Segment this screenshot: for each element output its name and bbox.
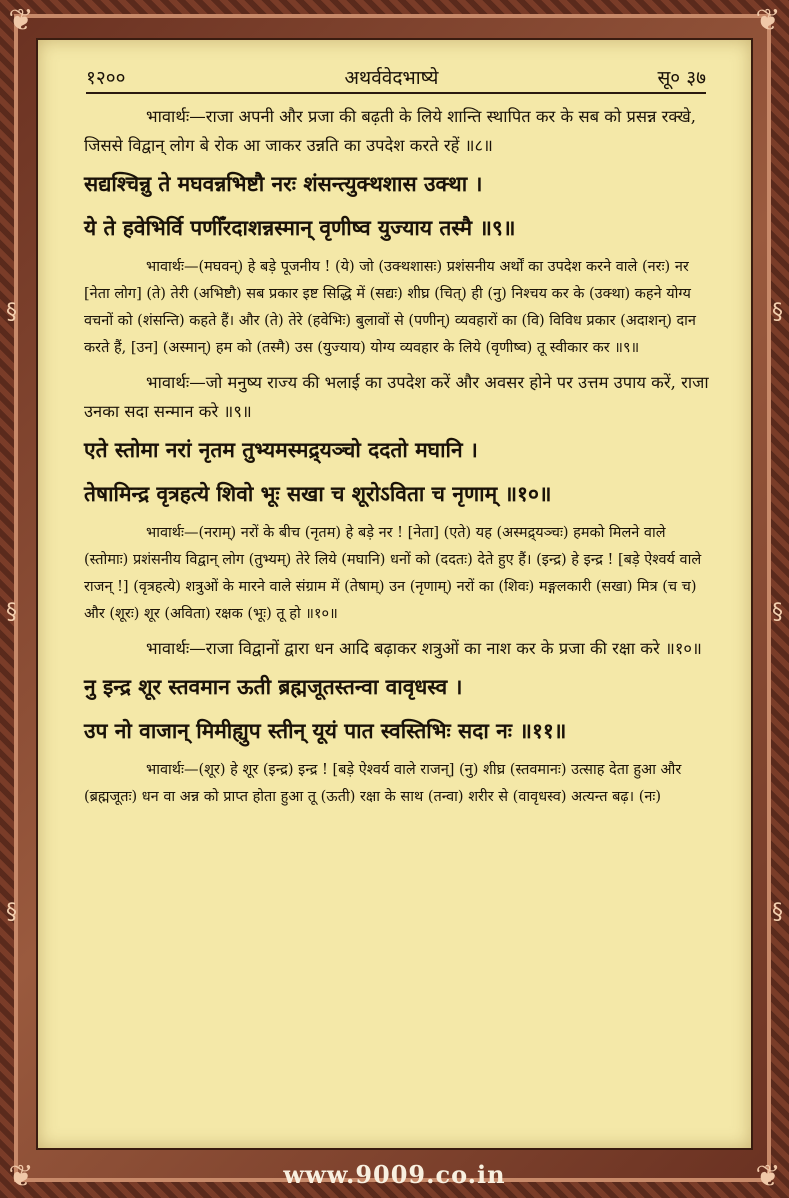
page-paper: [36, 38, 753, 1150]
mantra-line: तेषामिन्द्र वृत्रहत्ये शिवो भूः सखा च शूरोऽविता च नृणाम् ॥१०॥: [84, 481, 552, 506]
side-ornament-icon: §: [6, 300, 17, 325]
corner-ornament-icon: ❦: [755, 3, 781, 38]
commentary-paragraph: भावार्थः—जो मनुष्य राज्य की भलाई का उपदेश करें और अवसर होने पर उत्तम उपाय करें, राजा उनका सदा सन्मान करे ॥९॥: [84, 373, 709, 421]
corner-ornament-icon: ❦: [8, 3, 34, 38]
side-ornament-icon: §: [6, 900, 17, 925]
commentary-paragraph: भावार्थः—(शूर) हे शूर (इन्द्र) इन्द्र ! [बड़े ऐश्वर्य वाले राजन्] (नु) शीघ्र (स्तवमानः) उत्साह देता हुआ और (ब्रह्मजूतः) धन वा अन्न को प्राप्त होता हुआ तू (ऊती) रक्षा के साथ (तन्वा) शरीर से (वावृधस्व) अत्यन्त बढ़। (नः): [84, 762, 682, 805]
mantra-line: ये ते हवेभिर्वि पणीँरदाशन्नस्मान् वृणीष्व युज्याय तस्मै ॥९॥: [84, 215, 516, 240]
corner-ornament-icon: ❦: [8, 1159, 34, 1194]
mantra-line: नु इन्द्र शूर स्तवमान ऊती ब्रह्मजूतस्तन्वा वावृधस्व ।: [84, 674, 463, 699]
book-title: अथर्ववेदभाष्ये: [344, 67, 439, 89]
page-header: [86, 62, 706, 94]
side-ornament-icon: §: [772, 300, 783, 325]
mantra-line: उप नो वाजान् मिमीह्युप स्तीन् यूयं पात स्वस्तिभिः सदा नः ॥११॥: [84, 718, 567, 743]
commentary-paragraph: भावार्थः—राजा अपनी और प्रजा की बढ़ती के लिये शान्ति स्थापित कर के सब को प्रसन्न रक्खे, जिससे विद्वान् लोग बे रोक आ जाकर उन्नति का उपदेश करते रहें ॥८॥: [84, 107, 697, 155]
sukta-number: सू० ३७: [657, 67, 706, 89]
side-ornament-icon: §: [6, 600, 17, 625]
commentary-paragraph: भावार्थः—राजा विद्वानों द्वारा धन आदि बढ़ाकर शत्रुओं का नाश कर के प्रजा की रक्षा करे ॥१०॥: [146, 639, 702, 658]
page-number: १२००: [86, 67, 126, 89]
corner-ornament-icon: ❦: [755, 1159, 781, 1194]
side-ornament-icon: §: [772, 600, 783, 625]
website-footer: www.9009.co.in: [283, 1160, 506, 1189]
mantra-line: सद्यश्चिन्नु ते मघवन्नभिष्टौ नरः शंसन्त्युक्थशास उक्था ।: [84, 171, 483, 196]
mantra-line: एते स्तोमा नरां नृतम तुभ्यमस्मद्र्यञ्चो ददतो मघानि ।: [84, 437, 478, 462]
commentary-paragraph: भावार्थः—(मघवन्) हे बड़े पूजनीय ! (ये) जो (उक्थशासः) प्रशंसनीय अर्थों का उपदेश करने वाले (नरः) नर [नेता लोग] (ते) तेरी (अभिष्टौ) सब प्रकार इष्ट सिद्धि में (सद्यः) शीघ्र (चित्) ही (नु) निश्चय कर के (उक्था) कहने योग्य वचनों को (शंसन्ति) कहते हैं। और (ते) तेरे (हवेभिः) बुलावों से (पणीन्) व्यवहारों का (वि) विविध प्रकार (अदाशन्) दान करते हैं, [उन] (अस्मान्) हम को (तस्मै) उस (युज्याय) योग्य व्यवहार के लिये (वृणीष्व) तू स्वीकार कर ॥९॥: [84, 259, 696, 356]
page-content: [84, 102, 714, 817]
side-ornament-icon: §: [772, 900, 783, 925]
commentary-paragraph: भावार्थः—(नराम्) नरों के बीच (नृतम) हे बड़े नर ! [नेता] (एते) यह (अस्मद्र्यञ्चः) हमको मिलने वाले (स्तोमाः) प्रशंसनीय विद्वान् लोग (तुभ्यम्) तेरे लिये (मघानि) धनों को (ददतः) देते हुए हैं। (इन्द्र) हे इन्द्र ! [बड़े ऐश्वर्य वाले राजन् !] (वृत्रहत्ये) शत्रुओं के मारने वाले संग्राम में (तेषाम्) उन (नृणाम्) नरों का (शिवः) मङ्गलकारी (सखा) मित्र (च च) और (शूरः) शूर (अविता) रक्षक (भूः) तू हो ॥१०॥: [84, 525, 702, 622]
